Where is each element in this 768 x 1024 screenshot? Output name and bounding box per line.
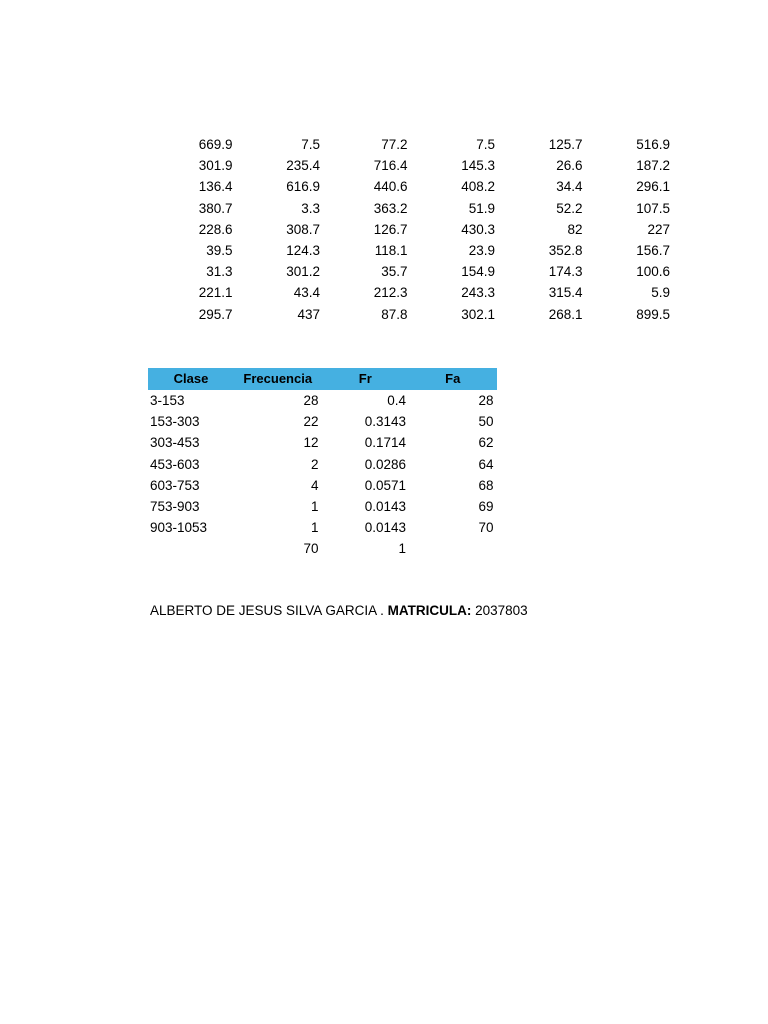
raw-data-cell: 51.9 xyxy=(468,200,495,216)
raw-data-cell: 352.8 xyxy=(548,243,583,259)
raw-data-cell: 7.5 xyxy=(476,137,495,153)
raw-data-cell: 77.2 xyxy=(381,137,408,153)
raw-data-cell: 35.7 xyxy=(381,264,408,280)
cell-frecuencia: 4 xyxy=(310,477,319,493)
raw-data-cell: 31.3 xyxy=(206,264,233,280)
raw-data-body xyxy=(148,134,673,325)
header-fr: Fr xyxy=(322,368,410,390)
raw-data-row xyxy=(148,304,673,325)
raw-data-cell: 124.3 xyxy=(286,243,320,259)
raw-data-cell: 34.4 xyxy=(556,179,583,195)
cell-fr: 0.3143 xyxy=(364,414,406,430)
raw-data-row xyxy=(148,219,673,240)
cell-frecuencia: 1 xyxy=(310,520,319,536)
cell-clase: 453-603 xyxy=(150,456,200,472)
frequency-row xyxy=(148,517,497,538)
cell-fr: 0.1714 xyxy=(364,435,406,451)
cell-frecuencia: 22 xyxy=(303,414,319,430)
raw-data-cell: 315.4 xyxy=(548,285,583,301)
raw-data-cell: 899.5 xyxy=(636,306,670,322)
raw-data-cell: 87.8 xyxy=(381,306,408,322)
cell-fr: 0.0143 xyxy=(364,520,406,536)
frequency-row xyxy=(148,454,497,475)
frequency-row xyxy=(148,411,497,432)
raw-data-cell: 43.4 xyxy=(293,285,320,301)
frequency-totals-row xyxy=(148,538,497,559)
header-frecuencia: Frecuencia xyxy=(234,368,322,390)
cell-fa: 28 xyxy=(478,393,494,409)
frequency-row xyxy=(148,475,497,496)
frequency-row xyxy=(148,496,497,517)
cell-clase: 603-753 xyxy=(150,477,200,493)
raw-data-cell: 268.1 xyxy=(548,306,583,322)
raw-data-row xyxy=(148,198,673,219)
cell-clase: 3-153 xyxy=(150,393,185,409)
raw-data-cell: 716.4 xyxy=(373,158,408,174)
total-cell-clase xyxy=(148,538,234,559)
cell-fr: 0.0143 xyxy=(364,499,406,515)
raw-data-cell: 430.3 xyxy=(461,221,495,237)
raw-data-cell: 301.2 xyxy=(286,264,320,280)
cell-fa: 64 xyxy=(478,456,494,472)
cell-fa: 70 xyxy=(478,520,494,536)
raw-data-cell: 363.2 xyxy=(373,200,408,216)
raw-data-cell: 52.2 xyxy=(556,200,583,216)
cell-clase: 903-1053 xyxy=(150,520,208,536)
cell-frecuencia: 1 xyxy=(310,499,319,515)
raw-data-row xyxy=(148,176,673,197)
total-cell-fr: 1 xyxy=(398,541,406,557)
raw-data-cell: 7.5 xyxy=(301,137,320,153)
raw-data-cell: 126.7 xyxy=(373,221,408,237)
raw-data-cell: 212.3 xyxy=(373,285,408,301)
raw-data-cell: 26.6 xyxy=(556,158,583,174)
raw-data-cell: 187.2 xyxy=(636,158,670,174)
frequency-table-header-row xyxy=(148,368,497,390)
raw-data-cell: 301.9 xyxy=(198,158,233,174)
raw-data-row xyxy=(148,261,673,282)
raw-data-cell: 136.4 xyxy=(198,179,233,195)
matricula-value: 2037803 xyxy=(475,603,528,618)
raw-data-cell: 516.9 xyxy=(636,137,670,153)
author-line xyxy=(150,603,528,618)
header-fa: Fa xyxy=(409,368,497,390)
cell-clase: 753-903 xyxy=(150,499,200,515)
cell-fa: 62 xyxy=(478,435,494,451)
raw-data-cell: 154.9 xyxy=(461,264,495,280)
total-cell-frecuencia: 70 xyxy=(303,541,319,557)
raw-data-row xyxy=(148,134,673,155)
header-clase: Clase xyxy=(148,368,234,390)
raw-data-cell: 5.9 xyxy=(651,285,670,301)
raw-data-cell: 302.1 xyxy=(461,306,495,322)
cell-fr: 0.4 xyxy=(387,393,406,409)
raw-data-cell: 3.3 xyxy=(301,200,320,216)
raw-data-row xyxy=(148,282,673,303)
raw-data-cell: 408.2 xyxy=(461,179,495,195)
author-name: ALBERTO DE JESUS SILVA GARCIA . xyxy=(150,603,384,618)
raw-data-cell: 669.9 xyxy=(198,137,233,153)
raw-data-cell: 174.3 xyxy=(548,264,583,280)
cell-fr: 0.0286 xyxy=(364,456,406,472)
cell-clase: 303-453 xyxy=(150,435,200,451)
raw-data-cell: 380.7 xyxy=(198,200,233,216)
cell-fa: 50 xyxy=(478,414,494,430)
cell-fa: 69 xyxy=(478,499,494,515)
raw-data-cell: 440.6 xyxy=(373,179,408,195)
cell-clase: 153-303 xyxy=(150,414,200,430)
raw-data-row xyxy=(148,155,673,176)
raw-data-cell: 82 xyxy=(567,221,583,237)
raw-data-cell: 23.9 xyxy=(468,243,495,259)
total-cell-fa xyxy=(409,538,497,559)
raw-data-cell: 118.1 xyxy=(374,243,408,259)
cell-frecuencia: 28 xyxy=(303,393,319,409)
frequency-row xyxy=(148,432,497,453)
raw-data-cell: 616.9 xyxy=(286,179,320,195)
raw-data-cell: 227 xyxy=(647,221,670,237)
raw-data-cell: 107.5 xyxy=(636,200,670,216)
cell-frecuencia: 12 xyxy=(303,435,319,451)
raw-data-cell: 100.6 xyxy=(636,264,670,280)
raw-data-cell: 437 xyxy=(297,306,320,322)
raw-data-cell: 39.5 xyxy=(206,243,233,259)
raw-data-table xyxy=(148,134,673,325)
raw-data-cell: 243.3 xyxy=(461,285,495,301)
cell-fr: 0.0571 xyxy=(364,477,406,493)
raw-data-cell: 125.7 xyxy=(548,137,583,153)
raw-data-cell: 221.1 xyxy=(198,285,233,301)
raw-data-cell: 295.7 xyxy=(198,306,233,322)
matricula-label: MATRICULA: xyxy=(387,603,472,618)
cell-frecuencia: 2 xyxy=(310,456,319,472)
raw-data-cell: 145.3 xyxy=(461,158,495,174)
raw-data-cell: 296.1 xyxy=(636,179,670,195)
raw-data-cell: 156.7 xyxy=(636,243,670,259)
frequency-row xyxy=(148,390,497,411)
raw-data-cell: 228.6 xyxy=(198,221,233,237)
frequency-table xyxy=(148,368,497,560)
frequency-table-body xyxy=(148,390,497,560)
raw-data-cell: 308.7 xyxy=(286,221,320,237)
cell-fa: 68 xyxy=(478,477,494,493)
raw-data-cell: 235.4 xyxy=(286,158,320,174)
raw-data-row xyxy=(148,240,673,261)
